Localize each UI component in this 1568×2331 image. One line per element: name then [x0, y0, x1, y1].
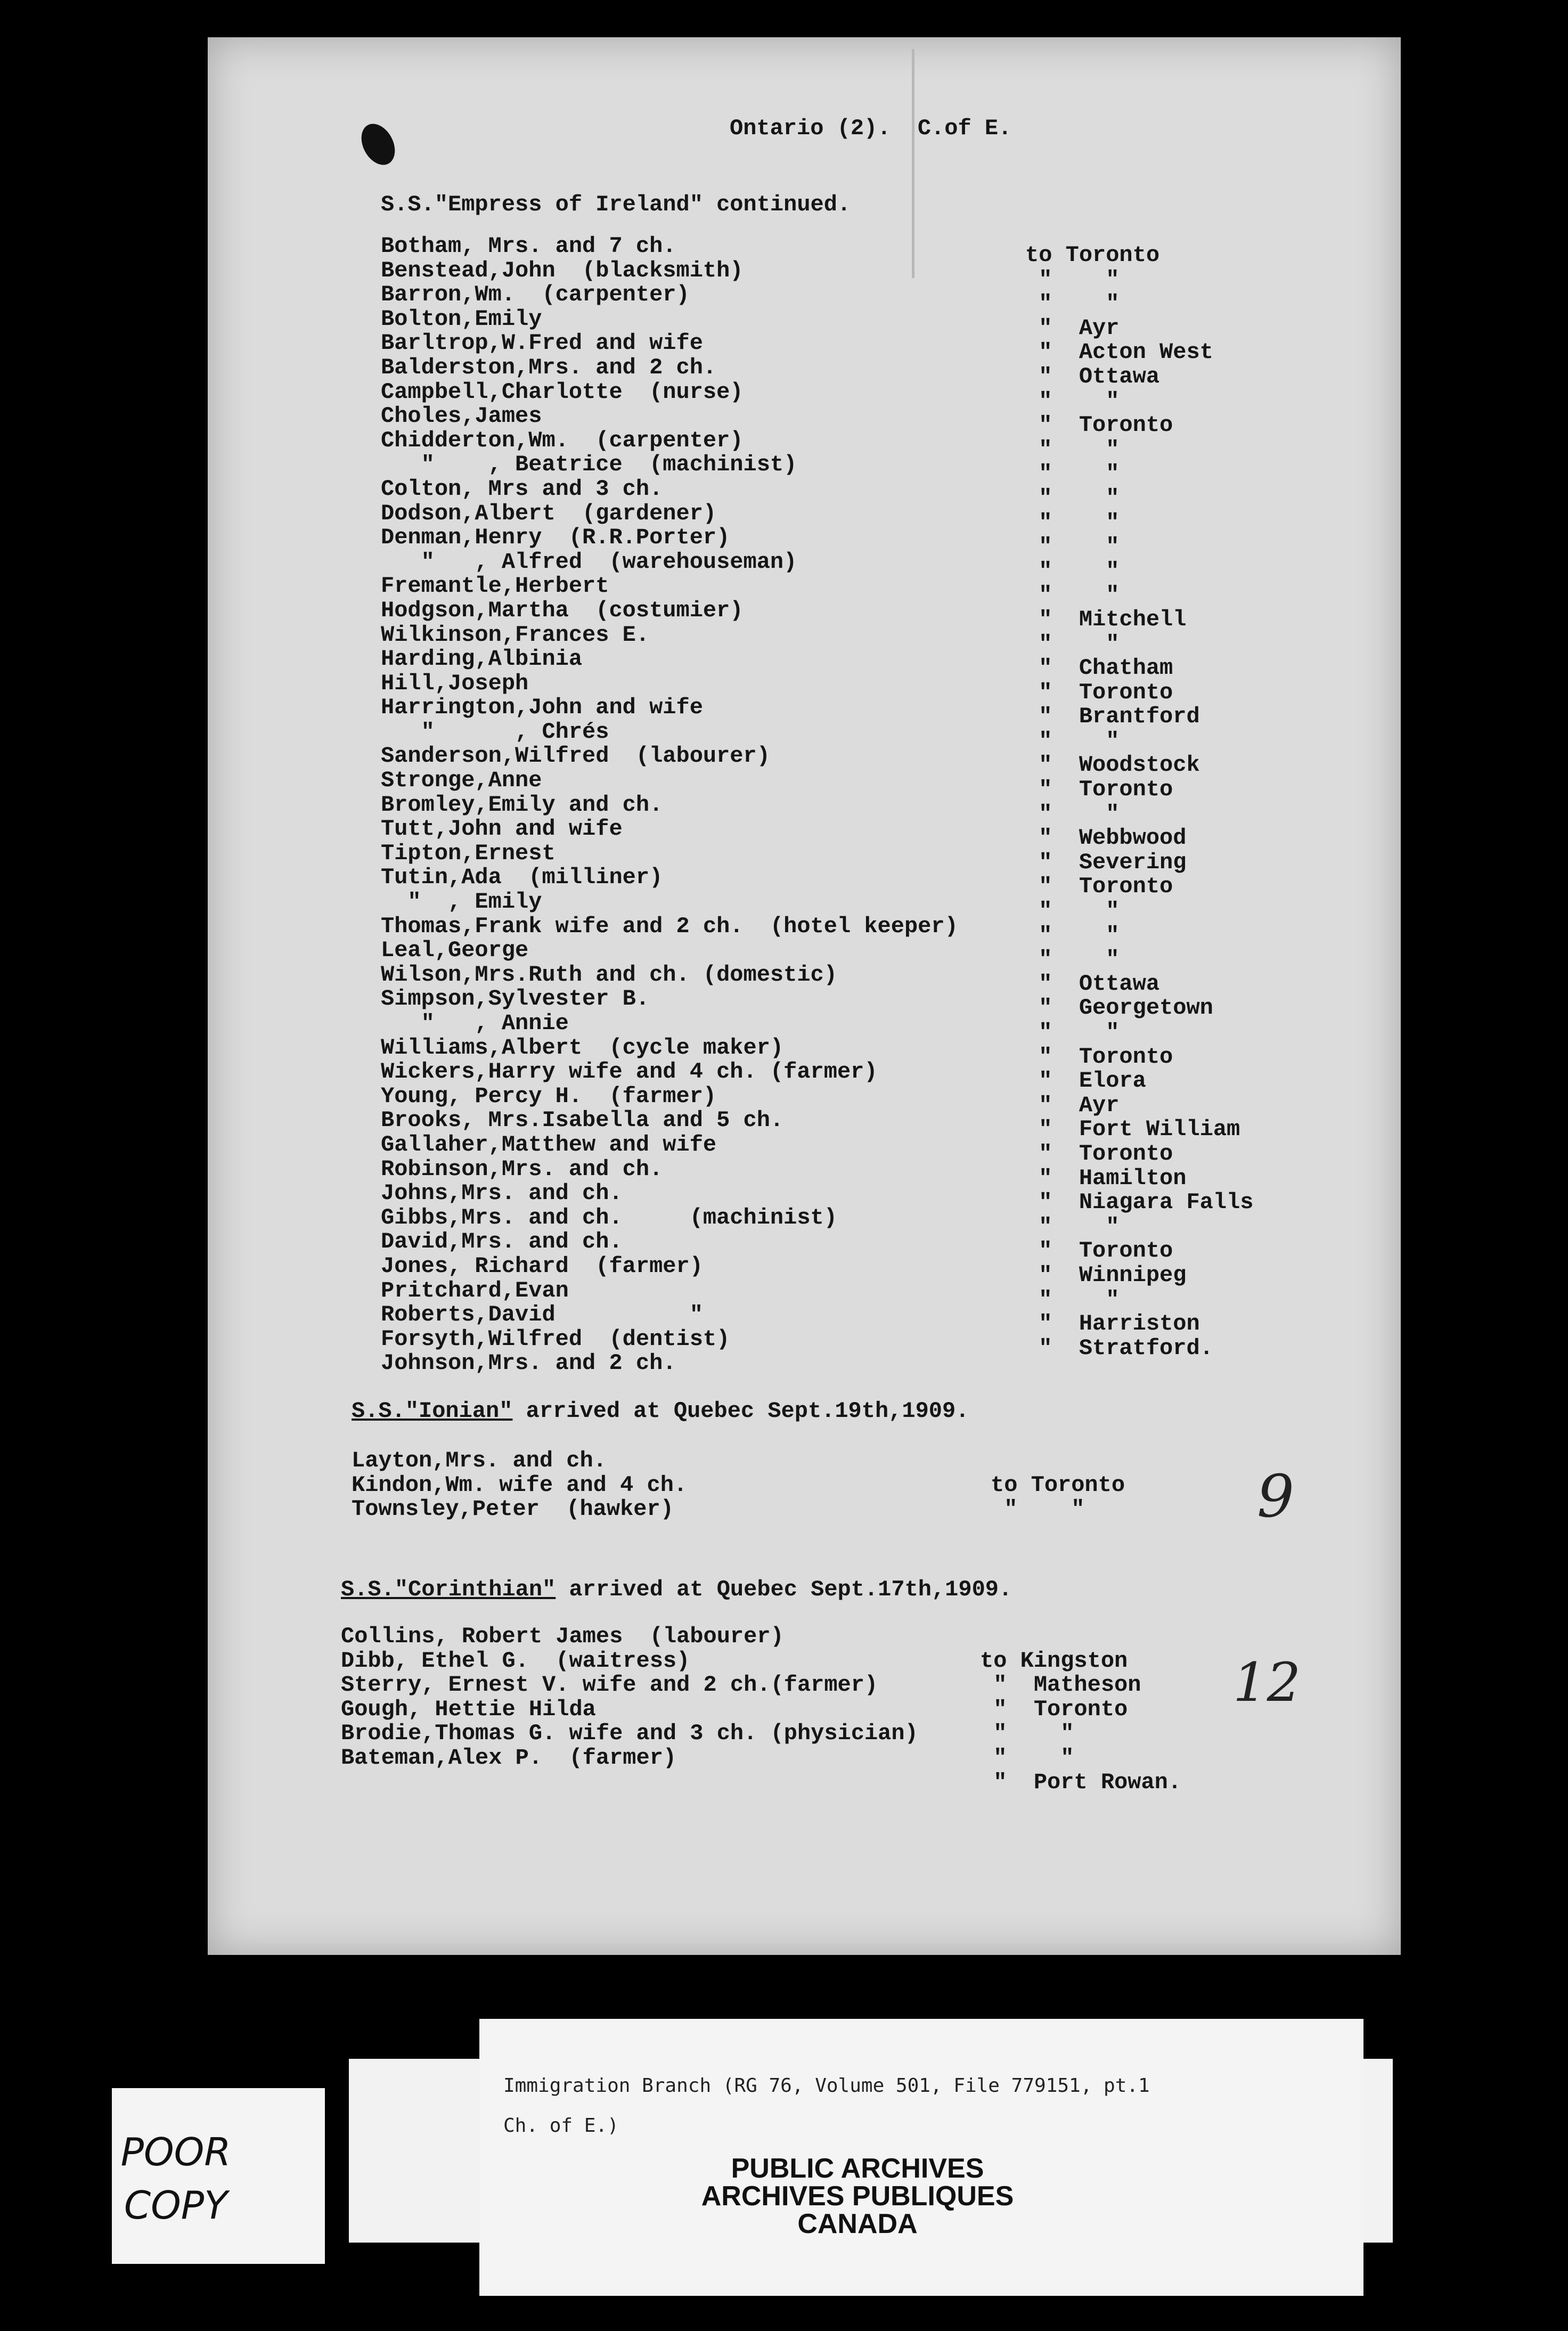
destination-entry: " ": [1025, 582, 1120, 608]
destination-entry: " Woodstock: [1025, 752, 1200, 778]
passenger-entry: Benstead,John (blacksmith): [381, 257, 744, 283]
destination-entry: " Brantford: [1025, 704, 1200, 730]
page-header: Ontario (2). C.of E.: [730, 116, 1012, 141]
destination-entry: " ": [1025, 509, 1120, 535]
passenger-entry: Colton, Mrs and 3 ch.: [381, 476, 663, 502]
destination-entry: " Fort William: [1025, 1116, 1240, 1143]
archives-stamp: [639, 2155, 1076, 2238]
destination-entry: " Toronto: [1025, 874, 1173, 900]
destination-entry: " Toronto: [1025, 412, 1173, 438]
passenger-entry: Brodie,Thomas G. wife and 3 ch. (physician): [341, 1721, 918, 1747]
destination-entry: " Toronto: [1025, 1044, 1173, 1070]
archives-line-3: CANADA: [797, 2208, 918, 2239]
poor-copy-line-2: COPY: [124, 2183, 228, 2228]
passenger-entry: Hill,Joseph: [381, 670, 529, 696]
destination-entry: to Toronto: [1025, 242, 1160, 268]
destination-entry: to Kingston: [980, 1648, 1128, 1674]
destination-entry: " ": [1025, 291, 1120, 317]
destination-entry: " ": [1025, 485, 1120, 511]
destination-entry: " Port Rowan.: [980, 1769, 1182, 1795]
passenger-entry: Bolton,Emily: [381, 306, 542, 332]
passenger-entry: Dodson,Albert (gardener): [381, 500, 717, 526]
passenger-list-ionian: [352, 1449, 687, 1522]
passenger-entry: " , Chrés: [381, 719, 609, 745]
destination-entry: " Hamilton: [1025, 1165, 1187, 1191]
passenger-entry: Jones, Richard (farmer): [381, 1253, 703, 1279]
destination-list-corinthian: [980, 1625, 1181, 1795]
passenger-entry: Tutin,Ada (milliner): [381, 865, 663, 891]
destination-entry: " Toronto: [980, 1696, 1128, 1722]
passenger-entry: Fremantle,Herbert: [381, 573, 609, 599]
passenger-entry: Sterry, Ernest V. wife and 2 ch.(farmer): [341, 1672, 878, 1698]
destination-entry: " ": [1025, 947, 1120, 973]
destination-entry: " ": [1025, 461, 1120, 487]
passenger-entry: Roberts,David ": [381, 1302, 703, 1328]
destination-entry: " ": [1025, 801, 1120, 827]
passenger-entry: Leal,George: [381, 938, 529, 964]
passenger-entry: Simpson,Sylvester B.: [381, 986, 650, 1012]
ship-name-ionian: S.S."Ionian": [352, 1398, 513, 1424]
passenger-entry: Gough, Hettie Hilda: [341, 1696, 596, 1722]
passenger-entry: " , Annie: [381, 1010, 569, 1036]
passenger-entry: Wilson,Mrs.Ruth and ch. (domestic): [381, 961, 837, 988]
destination-entry: " Georgetown: [1025, 995, 1213, 1021]
destination-entry: " Toronto: [1025, 777, 1173, 803]
destination-entry: " Ayr: [1025, 315, 1120, 341]
destination-entry: [991, 1449, 1125, 1473]
destination-entry: " ": [1025, 728, 1120, 754]
passenger-entry: Wilkinson,Frances E.: [381, 622, 650, 648]
destination-entry: " ": [1025, 898, 1120, 924]
destination-entry: " Mitchell: [1025, 606, 1187, 632]
destination-entry: " ": [1025, 534, 1120, 560]
destination-entry: " Matheson: [980, 1672, 1141, 1698]
section-title-empress: S.S."Empress of Ireland" continued.: [381, 192, 851, 217]
passenger-entry: Stronge,Anne: [381, 768, 542, 794]
destination-entry: " ": [1025, 631, 1120, 657]
poor-copy-note: [64, 2125, 288, 2232]
reference-line-1: Immigration Branch (RG 76, Volume 501, File 779151, pt.1: [503, 2075, 1150, 2097]
arrival-text-corinthian: arrived at Quebec Sept.17th,1909.: [556, 1577, 1012, 1602]
passenger-entry: Botham, Mrs. and 7 ch.: [381, 233, 676, 259]
ship-name-corinthian: S.S."Corinthian": [341, 1577, 556, 1602]
passenger-list-corinthian: [341, 1625, 918, 1771]
poor-copy-line-1: POOR: [120, 2130, 231, 2174]
destination-entry: " Toronto: [1025, 679, 1173, 705]
passenger-entry: Wickers,Harry wife and 4 ch. (farmer): [381, 1059, 878, 1085]
passenger-entry: Balderston,Mrs. and 2 ch.: [381, 354, 717, 380]
destination-entry: " Ottawa: [1025, 971, 1160, 997]
passenger-entry: " , Alfred (warehouseman): [381, 549, 797, 575]
destination-entry: " ": [1025, 1213, 1120, 1240]
destination-entry: to Toronto: [991, 1472, 1125, 1498]
section-title-ionian: [352, 1398, 969, 1424]
destination-entry: " Ottawa: [1025, 363, 1160, 389]
destination-entry: " ": [1025, 388, 1120, 414]
passenger-entry: Harrington,John and wife: [381, 695, 703, 721]
passenger-entry: Harding,Albinia: [381, 646, 583, 672]
document-page: [208, 37, 1401, 1955]
passenger-entry: Choles,James: [381, 403, 542, 429]
passenger-entry: " , Beatrice (machinist): [381, 452, 797, 478]
passenger-entry: Williams,Albert (cycle maker): [381, 1034, 784, 1061]
destination-entry: " ": [1025, 266, 1120, 292]
passenger-entry: Gibbs,Mrs. and ch. (machinist): [381, 1204, 837, 1230]
destination-entry: " ": [980, 1721, 1074, 1747]
destination-entry: " Niagara Falls: [1025, 1189, 1254, 1216]
passenger-entry: Chidderton,Wm. (carpenter): [381, 427, 744, 453]
archives-line-2: ARCHIVES PUBLIQUES: [701, 2181, 1014, 2212]
passenger-entry: Bateman,Alex P. (farmer): [341, 1745, 677, 1771]
passenger-entry: Gallaher,Matthew and wife: [381, 1131, 717, 1158]
destination-list-ionian: [991, 1449, 1125, 1522]
reference-line-2: Ch. of E.): [503, 2115, 619, 2137]
passenger-entry: Tutt,John and wife: [381, 816, 623, 842]
passenger-entry: " , Emily: [381, 889, 542, 915]
passenger-entry: Pritchard,Evan: [381, 1277, 569, 1303]
passenger-entry: Johns,Mrs. and ch.: [381, 1180, 623, 1207]
destination-entry: " Stratford.: [1025, 1335, 1213, 1361]
destination-list-empress: [1025, 243, 1253, 1360]
destination-entry: " Harriston: [1025, 1311, 1200, 1337]
destination-entry: " ": [1025, 558, 1120, 584]
destination-entry: " Acton West: [1025, 339, 1213, 365]
passenger-entry: Forsyth,Wilfred (dentist): [381, 1326, 730, 1352]
punch-hole: [355, 118, 402, 171]
passenger-entry: Denman,Henry (R.R.Porter): [381, 525, 730, 551]
destination-entry: " Severing: [1025, 849, 1187, 875]
destination-entry: " ": [1025, 922, 1120, 948]
destination-entry: " ": [1025, 436, 1120, 462]
destination-entry: " Toronto: [1025, 1140, 1173, 1167]
passenger-entry: Robinson,Mrs. and ch.: [381, 1156, 663, 1182]
passenger-entry: Johnson,Mrs. and 2 ch.: [381, 1350, 676, 1376]
passenger-entry: Collins, Robert James (labourer): [341, 1624, 784, 1649]
passenger-entry: Dibb, Ethel G. (waitress): [341, 1648, 690, 1674]
destination-entry: " ": [980, 1745, 1074, 1771]
passenger-entry: Hodgson,Martha (costumier): [381, 597, 744, 623]
passenger-entry: Thomas,Frank wife and 2 ch. (hotel keeper): [381, 913, 958, 939]
destination-entry: " Elora: [1025, 1068, 1146, 1094]
passenger-entry: Brooks, Mrs.Isabella and 5 ch.: [381, 1107, 784, 1134]
passenger-entry: Kindon,Wm. wife and 4 ch.: [352, 1472, 688, 1498]
handwritten-count-ionian: 9: [1257, 1462, 1294, 1530]
destination-entry: " ": [991, 1496, 1085, 1522]
arrival-text-ionian: arrived at Quebec Sept.19th,1909.: [512, 1398, 969, 1424]
passenger-entry: Bromley,Emily and ch.: [381, 792, 663, 818]
passenger-entry: Sanderson,Wilfred (labourer): [381, 743, 770, 769]
destination-entry: " Chatham: [1025, 655, 1173, 681]
destination-entry: " Webbwood: [1025, 825, 1187, 851]
passenger-entry: David,Mrs. and ch.: [381, 1229, 623, 1255]
archives-line-1: PUBLIC ARCHIVES: [731, 2153, 984, 2184]
destination-entry: " Ayr: [1025, 1092, 1120, 1118]
passenger-entry: Young, Percy H. (farmer): [381, 1083, 717, 1109]
passenger-entry: Tipton,Ernest: [381, 840, 556, 866]
handwritten-count-corinthian: 12: [1233, 1651, 1301, 1714]
destination-entry: " ": [1025, 1020, 1120, 1045]
section-title-corinthian: [341, 1577, 1012, 1602]
destination-entry: " Winnipeg: [1025, 1262, 1187, 1288]
destination-entry: " ": [1025, 1286, 1120, 1313]
destination-entry: " Toronto: [1025, 1238, 1173, 1264]
passenger-list-empress: [381, 234, 958, 1376]
passenger-entry: Layton,Mrs. and ch.: [352, 1448, 607, 1473]
passenger-entry: Townsley,Peter (hawker): [352, 1496, 674, 1522]
passenger-entry: Campbell,Charlotte (nurse): [381, 379, 744, 405]
passenger-entry: Barron,Wm. (carpenter): [381, 282, 690, 308]
passenger-entry: Barltrop,W.Fred and wife: [381, 330, 703, 356]
destination-entry: [980, 1625, 1181, 1649]
